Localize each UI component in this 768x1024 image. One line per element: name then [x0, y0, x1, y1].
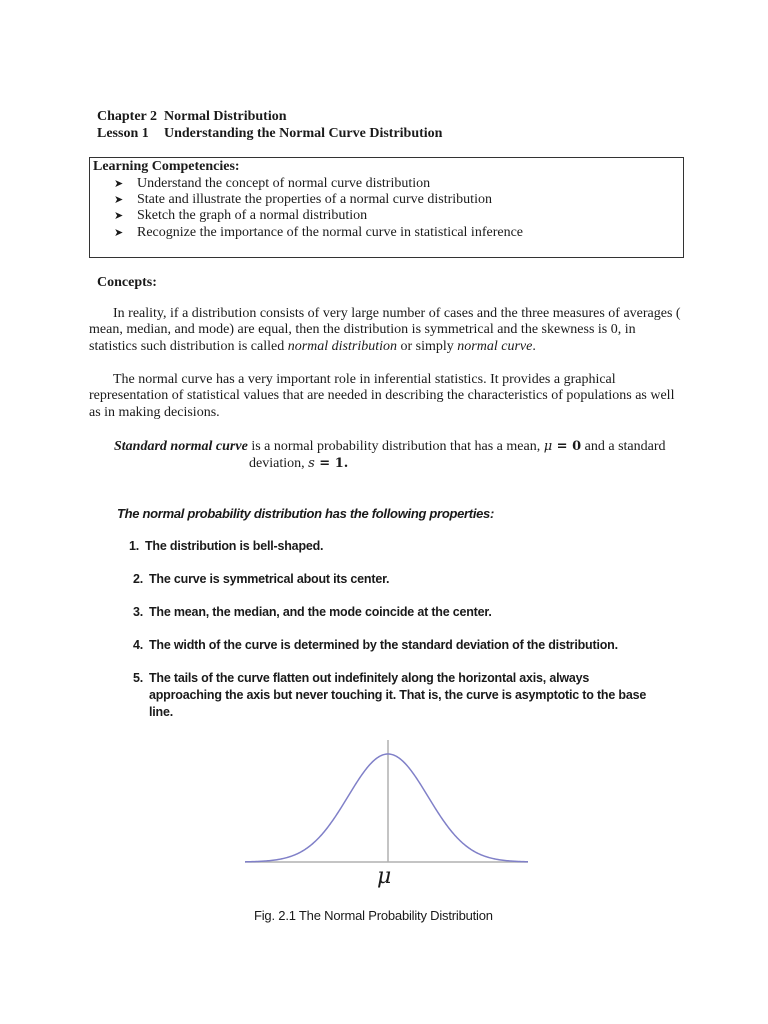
s-symbol: s: [308, 456, 315, 471]
std-text-3: deviation,: [249, 456, 309, 471]
property-number: 3.: [133, 605, 144, 619]
property-number: 5.: [133, 671, 144, 685]
chapter-heading: [97, 109, 287, 125]
figure-caption: Fig. 2.1 The Normal Probability Distribution: [254, 908, 493, 923]
competency-item: [114, 225, 523, 241]
standard-normal-definition: [114, 438, 666, 455]
learning-competencies-box: [89, 157, 684, 258]
chapter-title: Normal Distribution: [164, 109, 287, 124]
normal-curve-figure: [240, 735, 535, 870]
competency-text: Sketch the graph of a normal distribution: [137, 208, 368, 224]
competency-text: Understand the concept of normal curve distribution: [137, 176, 431, 191]
p1-mid: or simply: [397, 338, 458, 354]
concepts-heading: Concepts:: [97, 275, 157, 290]
lesson-label: Lesson 1: [97, 126, 149, 141]
sd-equals-one: = 1.: [314, 456, 349, 471]
concepts-paragraph-1: [89, 306, 684, 355]
term-normal-distribution: normal distribution: [287, 338, 397, 354]
property-text: The curve is symmetrical about its center.: [149, 572, 390, 586]
term-normal-curve: normal curve: [457, 338, 533, 354]
property-text: The distribution is bell-shaped.: [145, 539, 324, 553]
arrowhead-bullet-icon: ➤: [114, 226, 124, 239]
property-text: The tails of the curve flatten out indefinitely along the horizontal axis, always approaching the axis but never touching it. That is, the curve is asymptotic to the base line.: [149, 671, 647, 719]
competency-item: [114, 208, 523, 224]
competency-text: State and illustrate the properties of a normal curve distribution: [137, 192, 492, 208]
properties-title: The normal probability distribution has the following properties:: [117, 506, 495, 521]
standard-normal-definition-line2: [249, 455, 348, 472]
lesson-heading: [97, 126, 442, 142]
mu-symbol: μ: [543, 439, 553, 454]
standard-normal-term: Standard normal curve: [114, 439, 248, 454]
p1-end: .: [532, 338, 536, 354]
std-text-2: and a standard: [581, 439, 666, 454]
arrowhead-bullet-icon: ➤: [114, 210, 124, 223]
concepts-paragraph-2: The normal curve has a very important role in inferential statistics. It provides a graphical representation of statistical values that are needed in describing the characteristics of populations as well as in making decisions.: [89, 372, 675, 420]
arrowhead-bullet-icon: ➤: [114, 178, 124, 190]
property-number: 2.: [133, 572, 144, 586]
competencies-title: Learning Competencies:: [93, 159, 240, 174]
competencies-list: [114, 176, 523, 241]
mean-equals-zero: = 0: [552, 439, 582, 454]
property-number: 1.: [129, 539, 140, 553]
property-text: The width of the curve is determined by the standard deviation of the distribution.: [149, 638, 618, 652]
lesson-title: Understanding the Normal Curve Distribution: [164, 126, 443, 141]
competency-item: [114, 192, 523, 208]
competency-text: Recognize the importance of the normal curve in statistical inference: [137, 224, 524, 240]
p1-text: In reality, if a distribution consists of very large number of cases and the three measures of averages ( mean, median, and mode) are equal, then the distribution is symmetrical and the skewness is 0, in statistics such distribution is called: [89, 306, 681, 354]
mu-axis-label: μ: [377, 864, 392, 889]
property-number: 4.: [133, 638, 144, 652]
competency-item: [114, 176, 523, 192]
std-text-1: is a normal probability distribution that has a mean,: [247, 439, 544, 454]
chapter-label: Chapter 2: [97, 109, 158, 124]
bell-curve: [245, 754, 528, 862]
property-text: The mean, the median, and the mode coincide at the center.: [149, 605, 492, 619]
arrowhead-bullet-icon: ➤: [114, 194, 124, 207]
